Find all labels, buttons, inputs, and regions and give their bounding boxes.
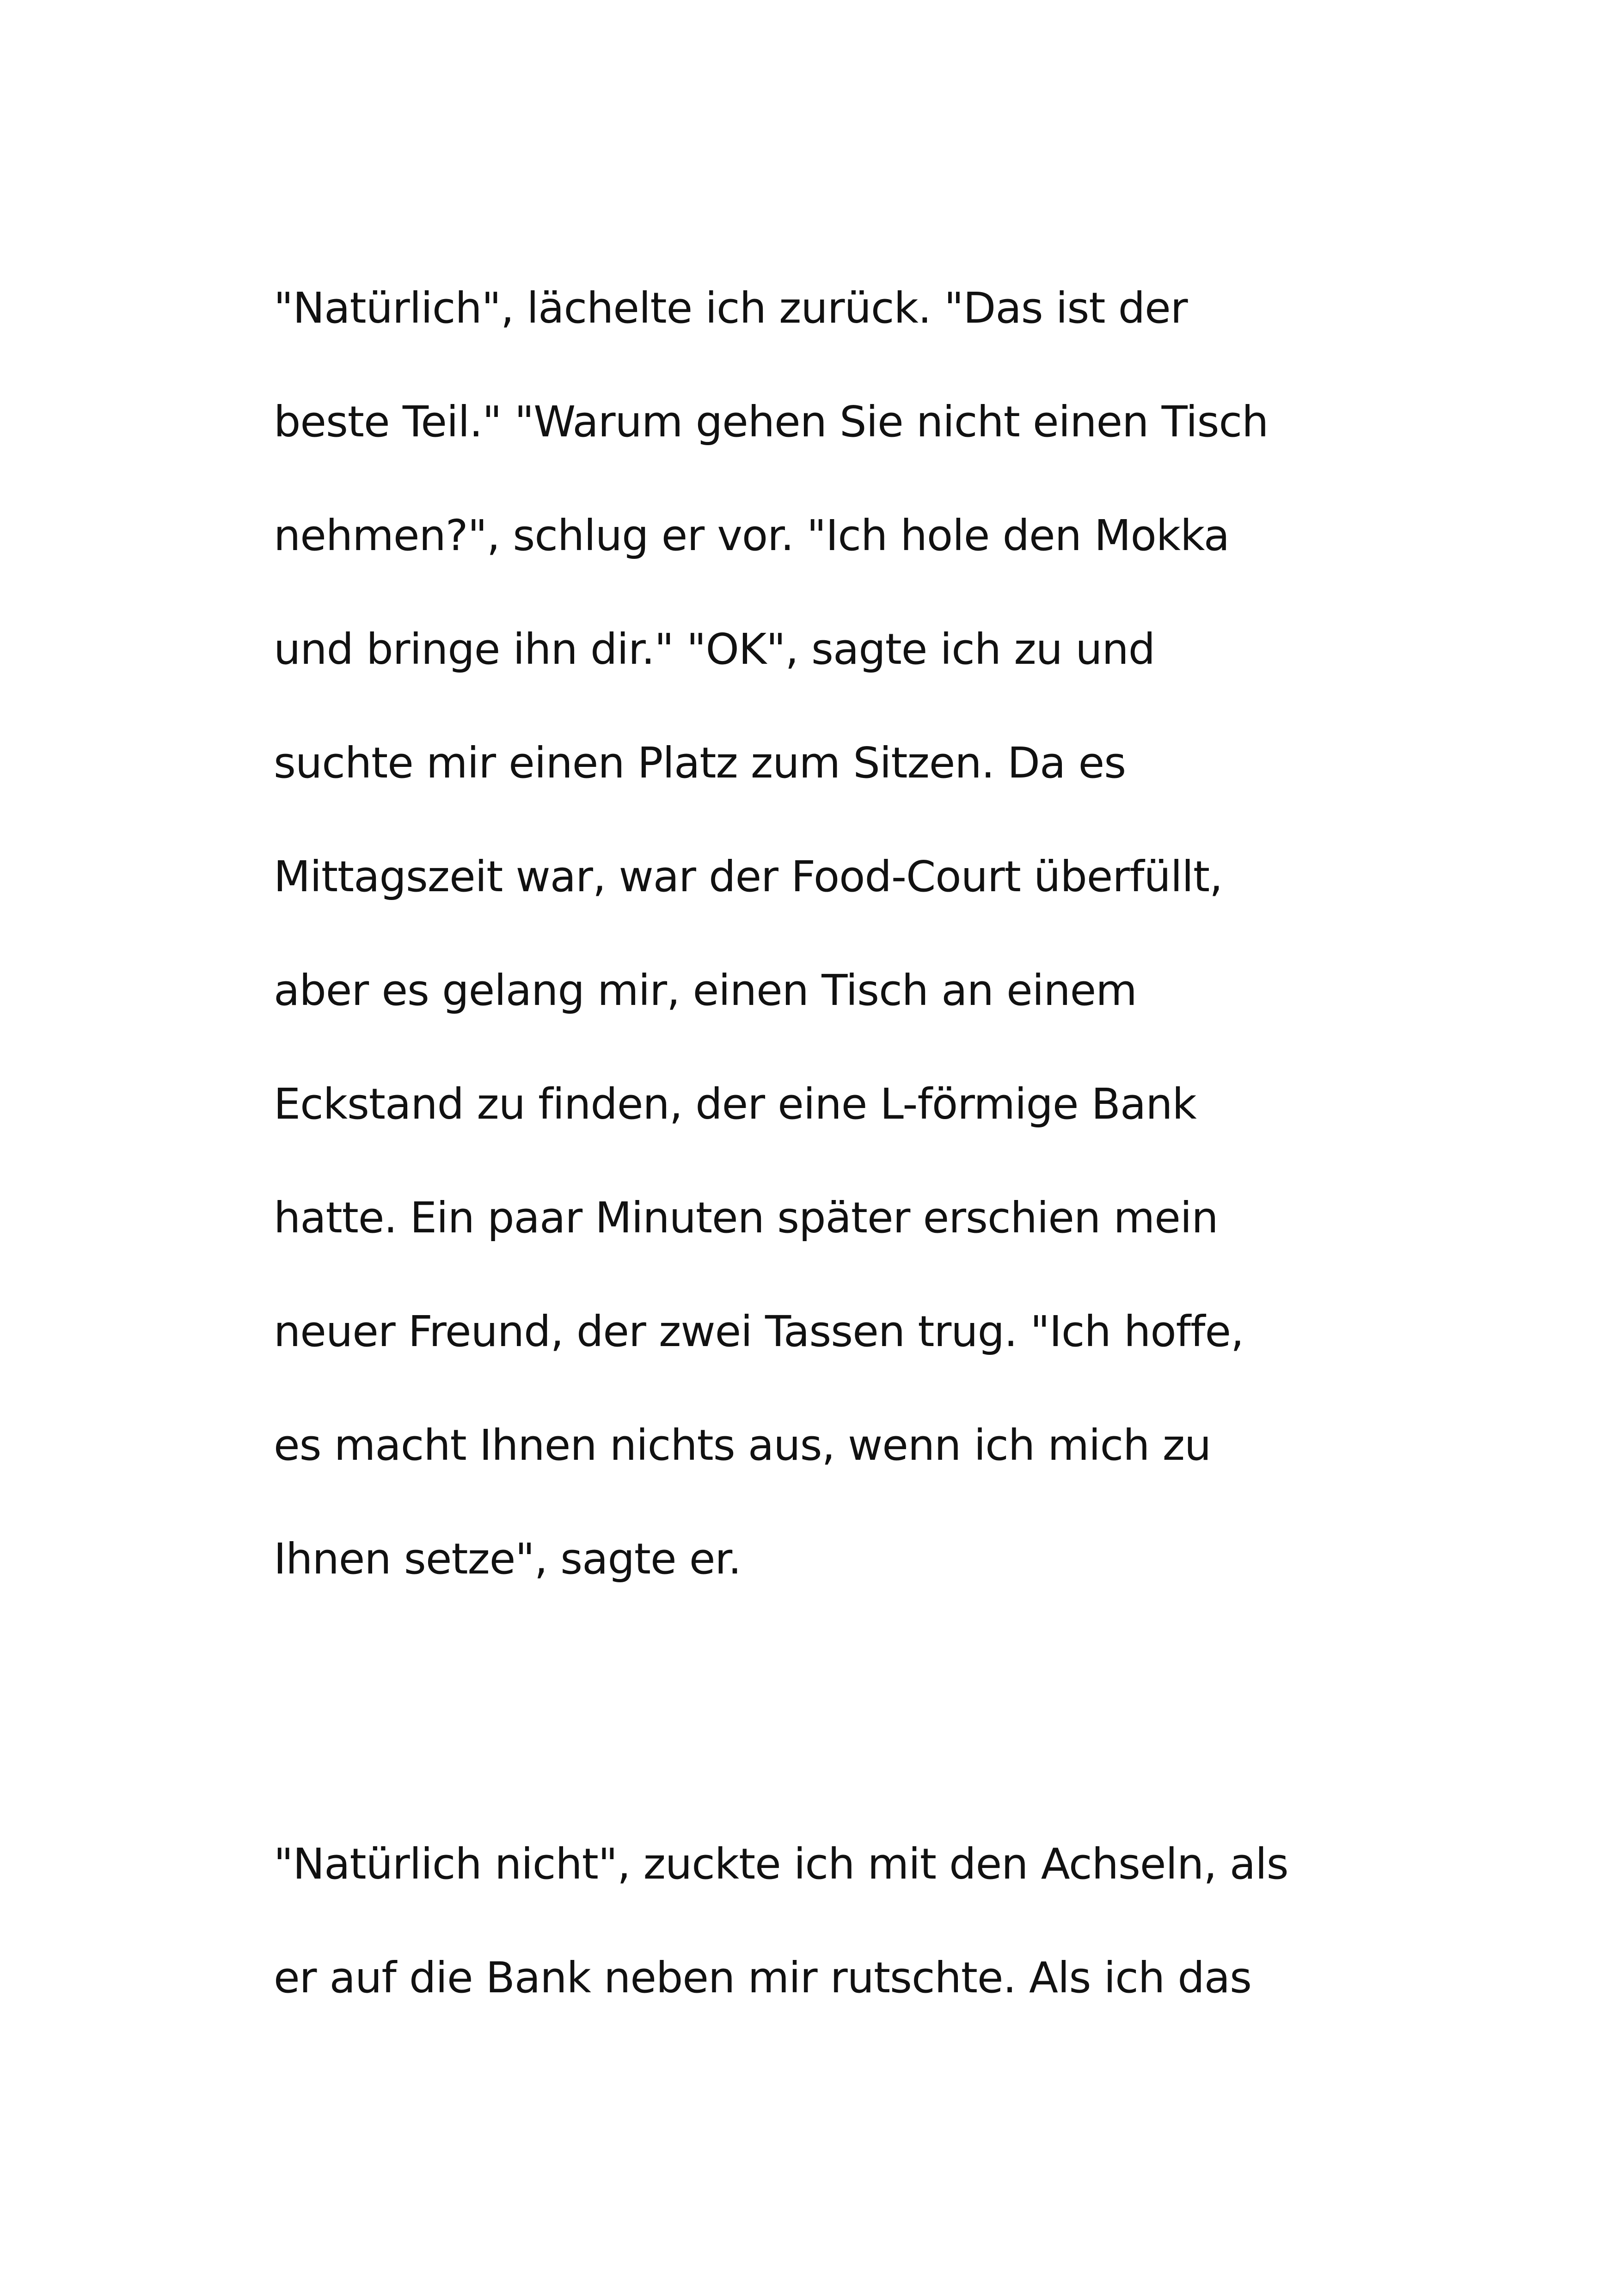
text-line: er auf die Bank neben mir rutschte. Als ich das [274,1953,1252,2002]
text-line: suchte mir einen Platz zum Sitzen. Da es [274,738,1126,788]
text-line: Ihnen setze", sagte er. [274,1534,742,1584]
text-line: beste Teil." "Warum gehen Sie nicht einen Tisch [274,397,1269,447]
text-line: "Natürlich nicht", zuckte ich mit den Achseln, als [274,1839,1288,1889]
text-line: aber es gelang mir, einen Tisch an einem [274,966,1137,1015]
text-line: und bringe ihn dir." "OK", sagte ich zu und [274,625,1155,674]
text-line: Eckstand zu finden, der eine L-förmige Bank [274,1079,1196,1129]
text-line: neuer Freund, der zwei Tassen trug. "Ich hoffe, [274,1307,1244,1356]
text-line: "Natürlich", lächelte ich zurück. "Das ist der [274,283,1188,333]
text-line: nehmen?", schlug er vor. "Ich hole den Mokka [274,511,1230,560]
text-line: hatte. Ein paar Minuten später erschien mein [274,1193,1218,1243]
text-line: Mittagszeit war, war der Food-Court überfüllt, [274,852,1223,901]
text-line: es macht Ihnen nichts aus, wenn ich mich zu [274,1420,1211,1470]
